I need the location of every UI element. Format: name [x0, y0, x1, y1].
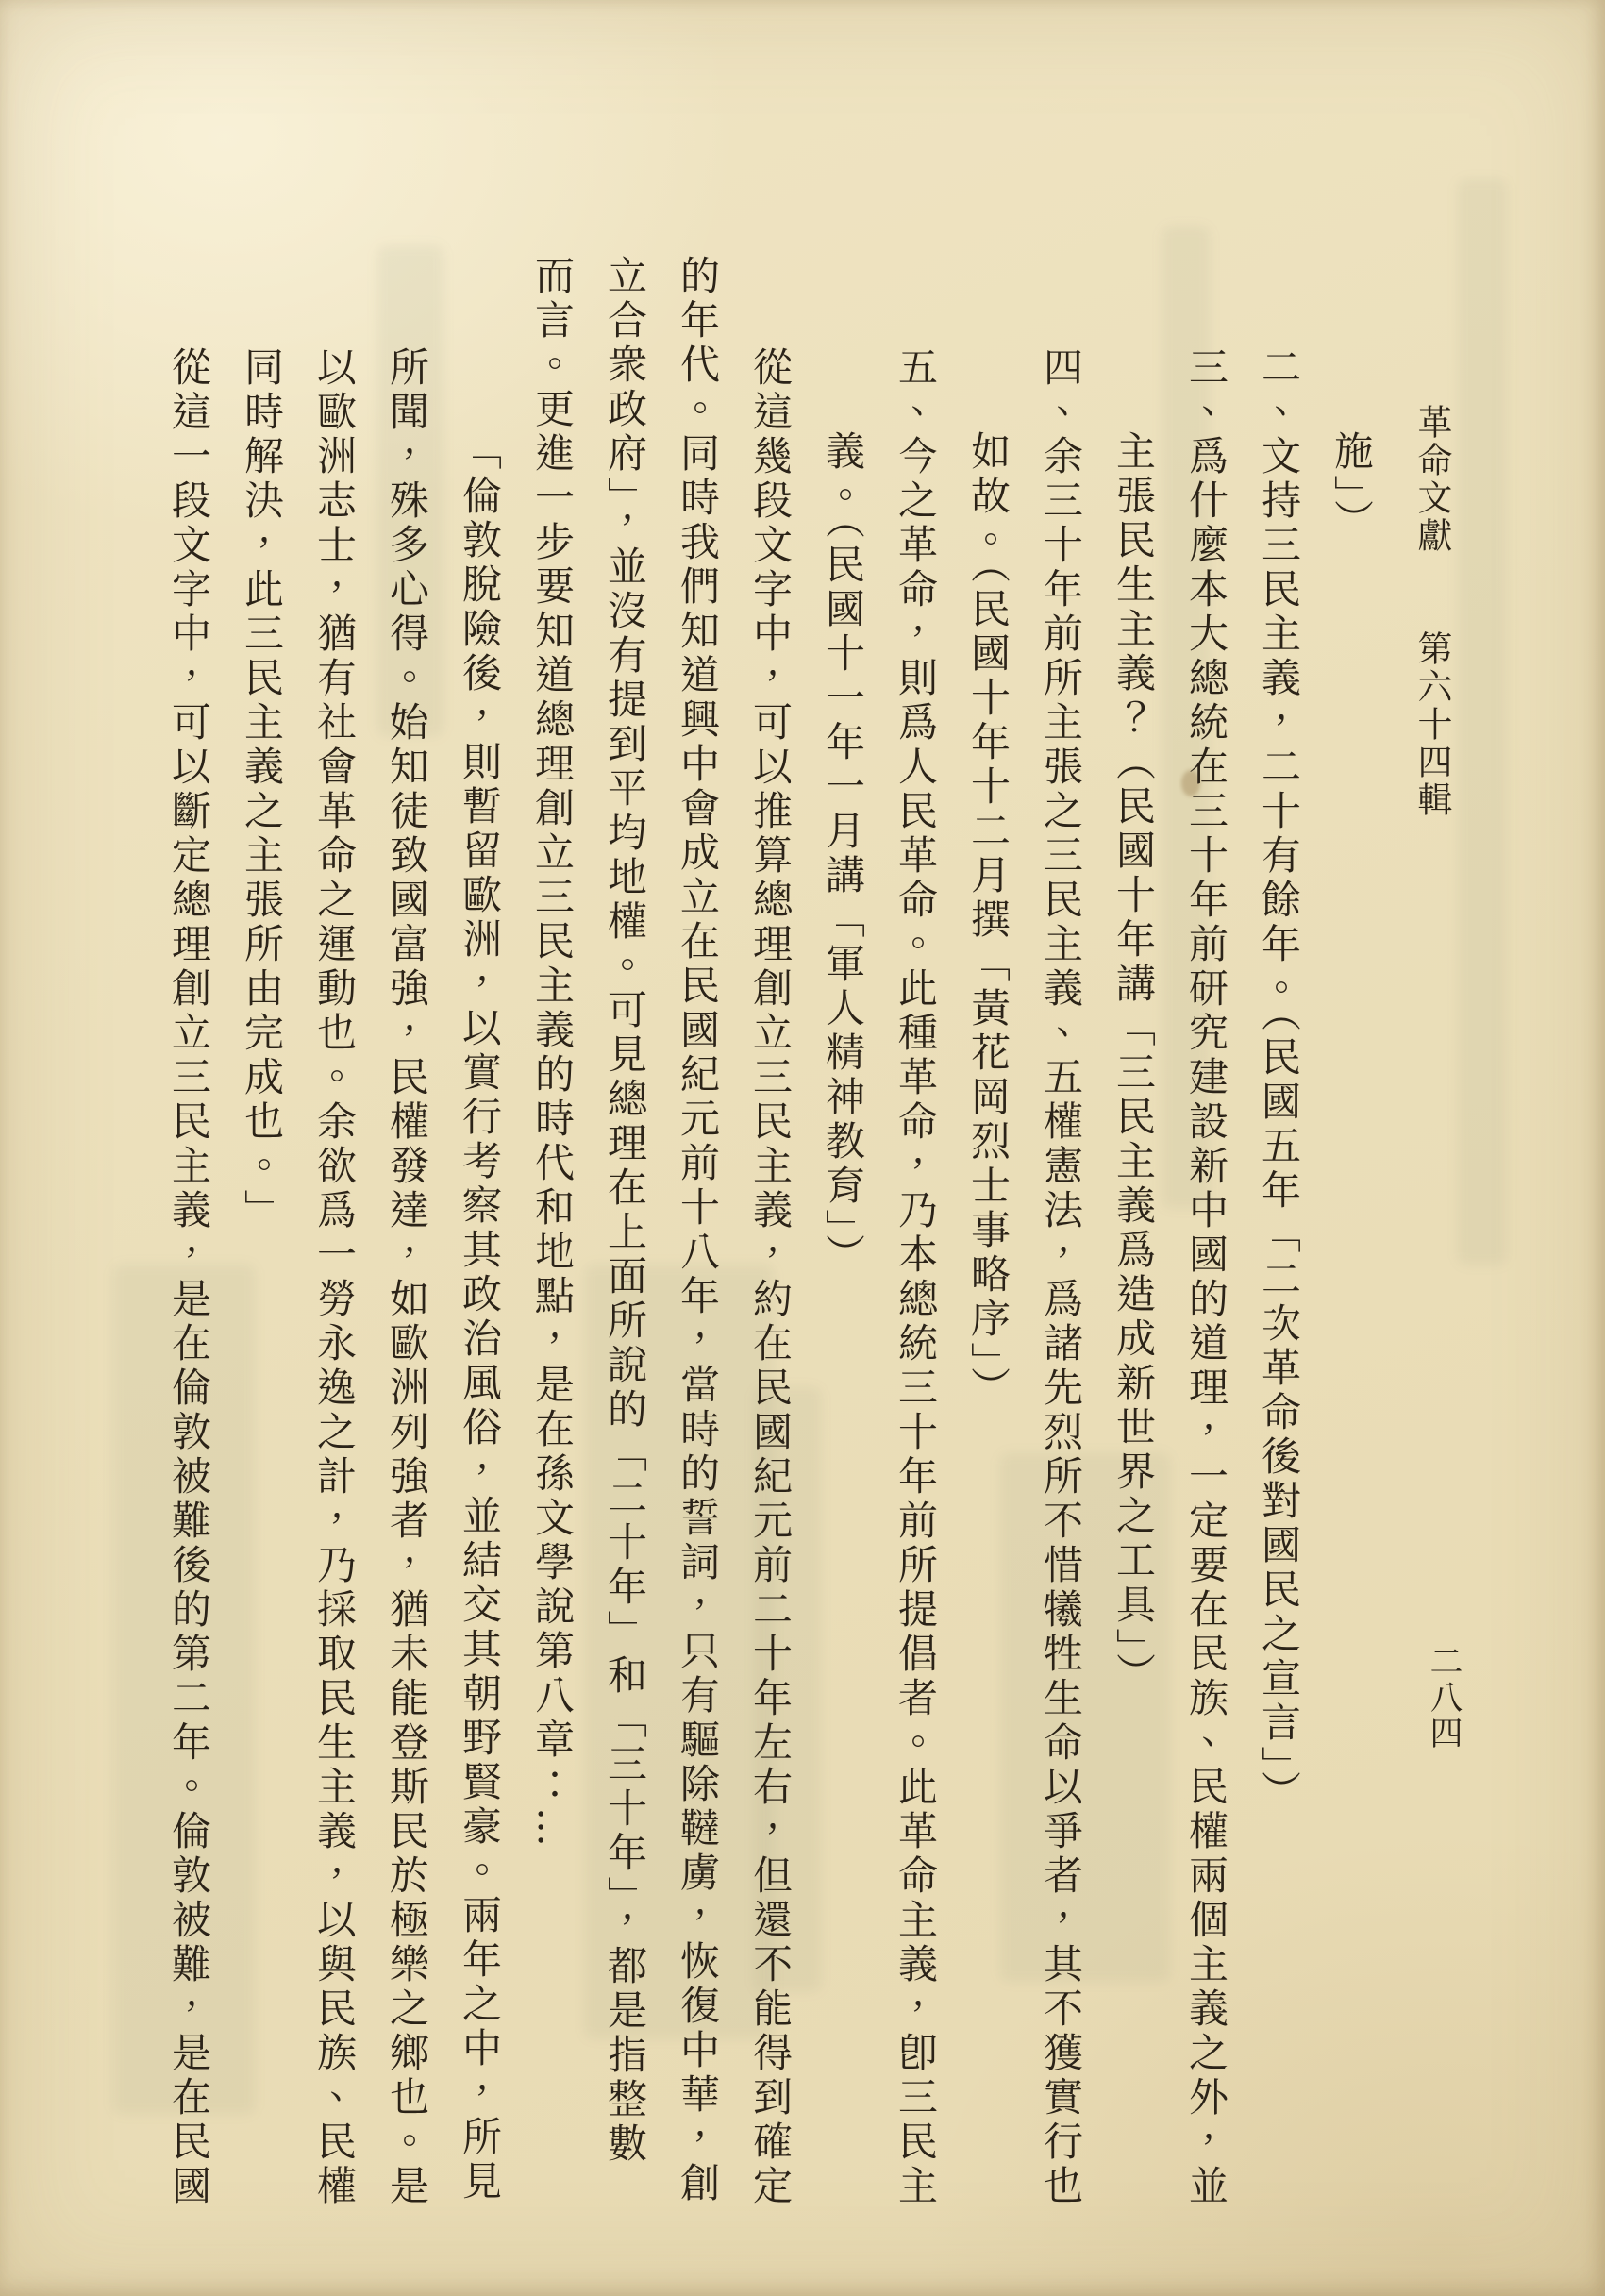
text-column: 二、文持三民主義，二十有餘年。（民國五年「二次革命後對國民之宣言」） — [1256, 346, 1302, 1815]
body-text — [153, 255, 1388, 2246]
text-column: 從這一段文字中，可以斷定總理創立三民主義，是在倫敦被難後的第二年。倫敦被難，是在民國 — [166, 346, 212, 2209]
text-column: 四、余三十年前所主張之三民主義、五權憲法，爲諸先烈所不惜犧牲生命以爭者，其不獲實行也 — [1038, 346, 1084, 2209]
text-column: 「倫敦脫險後，則暫留歐洲，以實行考察其政治風俗，並結交其朝野賢豪。兩年之中，所見 — [457, 430, 503, 2204]
text-column: 同時解決，此三民主義之主張所由完成也。」 — [239, 346, 285, 1233]
text-column: 以歐洲志士，猶有社會革命之運動也。余欲爲一勞永逸之計，乃採取民生主義，以與民族、民權 — [311, 346, 358, 2209]
text-column: 施」） — [1329, 430, 1375, 544]
text-column: 從這幾段文字中，可以推算總理創立三民主義，約在民國紀元前二十年左右，但還不能得到確定 — [747, 346, 794, 2209]
text-column: 的年代。同時我們知道興中會成立在民國紀元前十八年，當時的誓詞，只有驅除韃虜，恢復中華，創 — [675, 255, 721, 2206]
text-column: 所聞，殊多心得。始知徒致國富強，民權發達，如歐洲列強者，猶未能登斯民於極樂之鄉也。是 — [384, 346, 430, 2209]
ghost-showthrough — [1458, 179, 1507, 1265]
page-number: 二八四 — [1425, 1644, 1463, 1751]
text-column: 而言。更進一步要知道總理創立三民主義的時代和地點，是在孫文學說第八章：… — [529, 255, 576, 1852]
text-column: 義。（民國十一年一月講「軍人精神教育」） — [820, 430, 866, 1278]
text-column: 如故。（民國十年十二月撰「黃花岡烈士事略序」） — [965, 430, 1011, 1411]
running-head: 革命文獻 第六十四輯 — [1412, 404, 1452, 819]
text-column: 主張民生主義？（民國十年講「三民主義爲造成新世界之工具」） — [1111, 430, 1157, 1697]
text-column: 立合衆政府」，並沒有提到平均地權。可見總理在上面所說的「二十年」和「三十年」，都是指整數 — [602, 255, 648, 2167]
text-column: 五、今之革命，則爲人民革命。此種革命，乃本總統三十年前所提倡者。此革命主義，卽三民主 — [893, 346, 939, 2209]
text-column: 三、爲什麼本大總統在三十年前研究建設新中國的道理，一定要在民族、民權兩個主義之外，並 — [1183, 346, 1229, 2209]
